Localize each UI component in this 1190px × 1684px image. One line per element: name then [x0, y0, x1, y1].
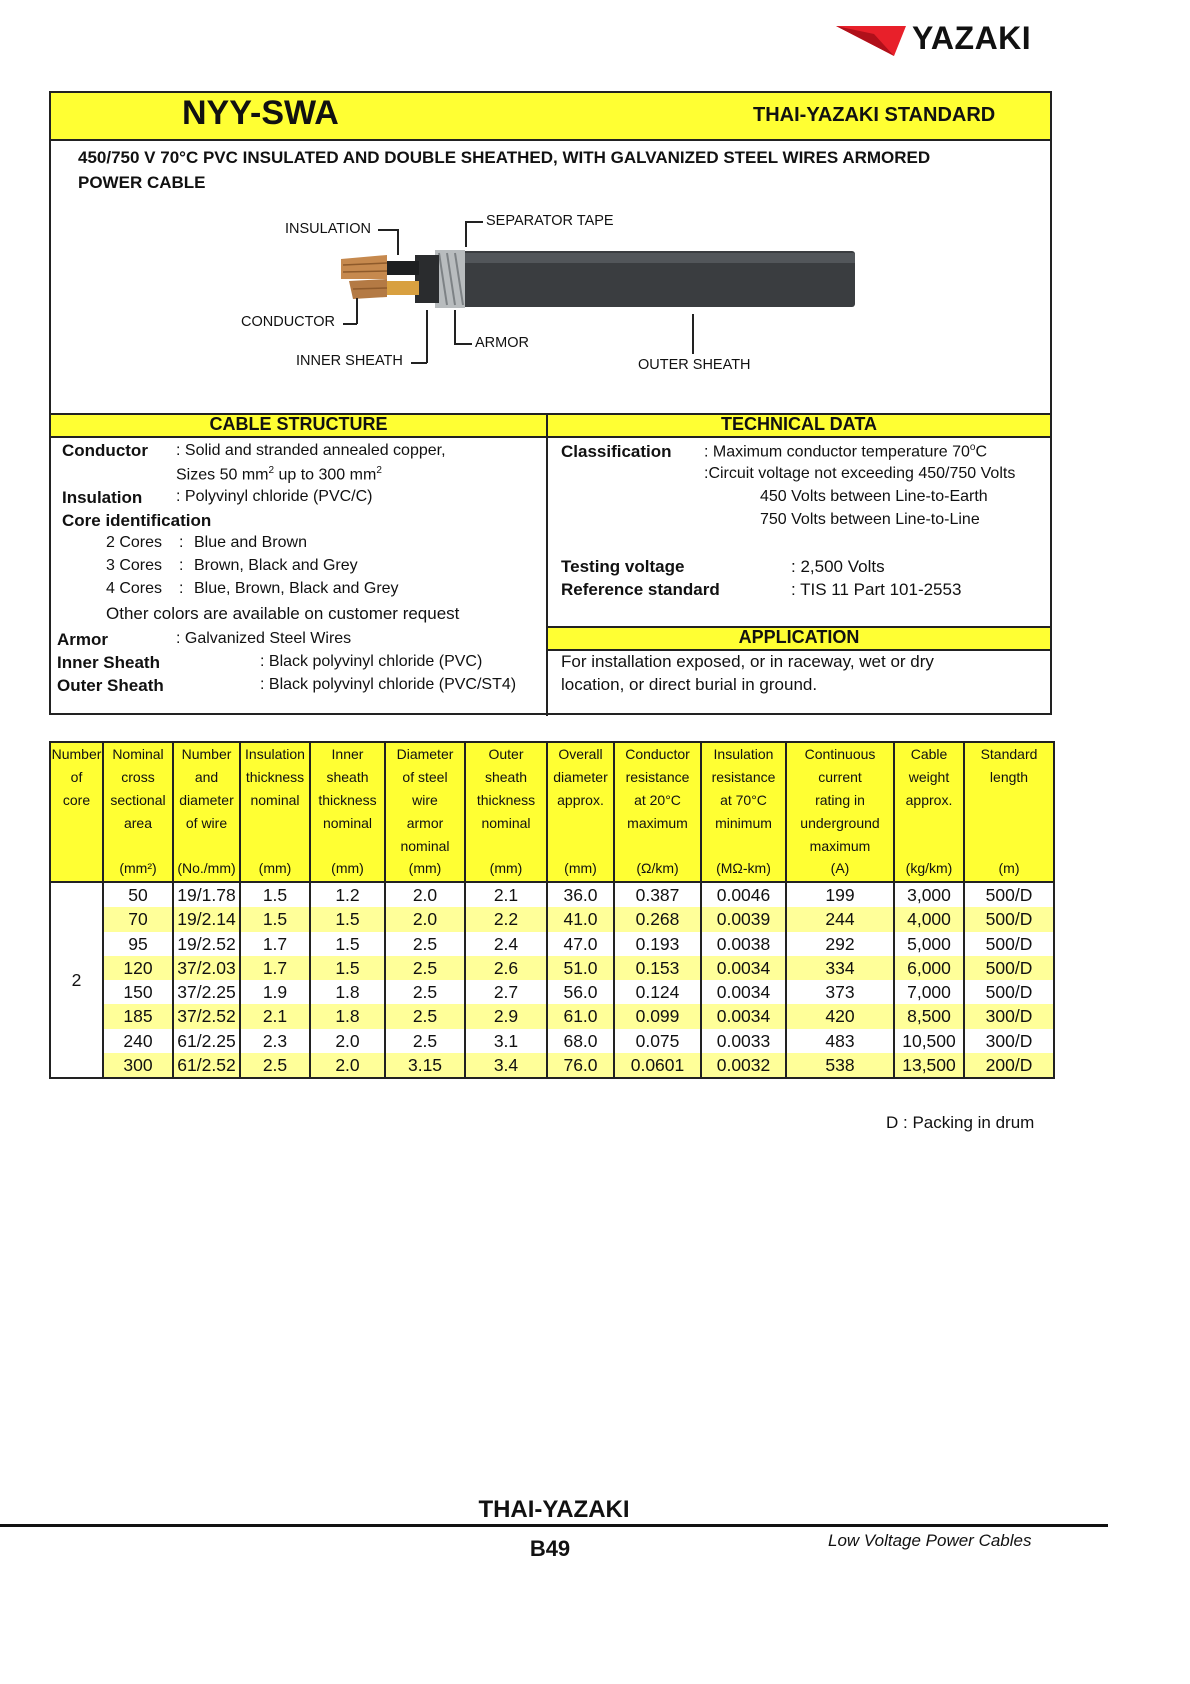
table-row: [50, 956, 1054, 980]
insulation-label: Insulation: [62, 488, 143, 507]
table-cell: 0.153: [614, 956, 701, 980]
column-header-line: approx.: [905, 792, 953, 808]
table-cell: 2.5: [385, 956, 465, 980]
classification-label: Classification: [561, 442, 672, 461]
cable-illustration-icon: [335, 245, 860, 311]
table-cell: 8,500: [894, 1004, 964, 1028]
table-cell: 2.5: [385, 980, 465, 1004]
testing-voltage-value: : 2,500 Volts: [791, 557, 885, 576]
table-cell: 2.1: [465, 882, 547, 907]
column-unit: (A): [830, 860, 850, 876]
table-cell: 0.193: [614, 932, 701, 956]
table-cell: 2.6: [465, 956, 547, 980]
core-4-sep: :: [179, 580, 184, 597]
column-header-line: area: [123, 815, 153, 831]
table-row: [50, 1004, 1054, 1028]
table-row: [50, 932, 1054, 956]
label-outer-sheath: OUTER SHEATH: [638, 357, 751, 373]
table-cell: 13,500: [894, 1053, 964, 1078]
table-cell: 2.1: [240, 1004, 310, 1028]
table-cell: 200/D: [964, 1053, 1054, 1078]
column-header-line: thickness: [318, 792, 377, 808]
table-cell: 37/2.25: [173, 980, 240, 1004]
column-unit: (mm): [564, 860, 597, 876]
table-cell: 2.9: [465, 1004, 547, 1028]
table-cell: 51.0: [547, 956, 614, 980]
column-header-line: of wire: [185, 815, 228, 831]
column-header-line: core: [62, 792, 91, 808]
label-armor: ARMOR: [475, 335, 529, 351]
column-header-line: sectional: [110, 792, 166, 808]
core-3-sep: :: [179, 557, 184, 574]
table-cell: 2.0: [310, 1029, 385, 1053]
packing-note: D : Packing in drum: [886, 1113, 1035, 1132]
column-header-line: and: [194, 769, 219, 785]
column-header-line: Number: [181, 746, 232, 762]
column-unit: (mm): [489, 860, 523, 876]
column-header-line: Insulation: [713, 746, 774, 762]
column-header: [786, 742, 894, 882]
table-cell: 2.5: [385, 1029, 465, 1053]
column-header-line: thickness: [476, 792, 536, 808]
table-cell: 0.0034: [701, 980, 786, 1004]
table-cell: 500/D: [964, 956, 1054, 980]
table-cell: 68.0: [547, 1029, 614, 1053]
table-cell: 2.5: [240, 1053, 310, 1078]
table-cell: 185: [103, 1004, 173, 1028]
table-cell: 300/D: [964, 1004, 1054, 1028]
conductor-value: : Solid and stranded annealed copper,: [176, 442, 446, 459]
column-header-line: Outer: [488, 746, 524, 762]
table-row: [50, 1053, 1054, 1078]
table-row: [50, 980, 1054, 1004]
table-cell: 50: [103, 882, 173, 907]
reference-standard-value: : TIS 11 Part 101-2553: [791, 580, 962, 599]
application-line1: For installation exposed, or in raceway, wet or dry: [561, 652, 934, 671]
table-cell: 37/2.03: [173, 956, 240, 980]
table-cell: 0.099: [614, 1004, 701, 1028]
column-unit: (No./mm): [177, 860, 236, 876]
column-header-line: approx.: [557, 792, 604, 808]
column-header-line: at 20°C: [634, 792, 681, 808]
table-cell: 240: [103, 1029, 173, 1053]
table-row: [50, 1029, 1054, 1053]
column-header-line: diameter: [179, 792, 234, 808]
table-cell: 76.0: [547, 1053, 614, 1078]
column-unit: (Ω/km): [636, 860, 679, 876]
column-header: [50, 742, 103, 882]
column-header-line: Continuous: [804, 746, 876, 762]
core-4-count: 4 Cores: [106, 580, 163, 597]
table-cell: 500/D: [964, 907, 1054, 931]
table-cell: 3,000: [894, 882, 964, 907]
table-cell: 4,000: [894, 907, 964, 931]
table-cell: 3.4: [465, 1053, 547, 1078]
column-header-line: Diameter: [396, 746, 454, 762]
table-cell: 19/2.14: [173, 907, 240, 931]
column-header-line: cross: [121, 769, 155, 785]
table-cell: 10,500: [894, 1029, 964, 1053]
core-3-colors: Brown, Black and Grey: [194, 557, 358, 574]
table-cell: 1.5: [310, 956, 385, 980]
table-cell: 61/2.52: [173, 1053, 240, 1078]
table-cell: 2.7: [465, 980, 547, 1004]
inner-sheath-label: Inner Sheath: [57, 653, 160, 672]
table-row: [50, 882, 1054, 907]
table-cell: 3.1: [465, 1029, 547, 1053]
label-insulation: INSULATION: [285, 221, 371, 237]
table-header-row: [50, 742, 1054, 882]
application-line2: location, or direct burial in ground.: [561, 675, 818, 694]
table-cell: 36.0: [547, 882, 614, 907]
column-unit: (MΩ-km): [716, 860, 771, 876]
table-cell: 0.0046: [701, 882, 786, 907]
table-cell: 1.5: [310, 932, 385, 956]
table-cell: 0.0033: [701, 1029, 786, 1053]
column-unit: (mm): [258, 860, 292, 876]
conductor-label: Conductor: [62, 441, 148, 460]
table-cell: 120: [103, 956, 173, 980]
column-header-line: Standard: [980, 746, 1038, 762]
classification-line-earth: 450 Volts between Line-to-Earth: [760, 488, 988, 505]
table-cell: 292: [786, 932, 894, 956]
table-cell: 500/D: [964, 932, 1054, 956]
table-row: [50, 907, 1054, 931]
column-header-line: nominal: [400, 838, 450, 854]
column-header-line: armor: [406, 815, 444, 831]
label-conductor: CONDUCTOR: [241, 314, 335, 330]
core-2-colors: Blue and Brown: [194, 534, 307, 551]
table-cell: 7,000: [894, 980, 964, 1004]
classification-voltage: :Circuit voltage not exceeding 450/750 Volts: [704, 465, 1016, 482]
other-colors-note: Other colors are available on customer request: [106, 604, 460, 623]
table-cell: 2.3: [240, 1029, 310, 1053]
table-cell: 0.0601: [614, 1053, 701, 1078]
table-cell: 300/D: [964, 1029, 1054, 1053]
column-header-line: sheath: [484, 769, 528, 785]
core-3-count: 3 Cores: [106, 557, 163, 574]
insulation-value: : Polyvinyl chloride (PVC/C): [176, 488, 373, 505]
column-header-line: Cable: [910, 746, 948, 762]
table-cell: 0.387: [614, 882, 701, 907]
table-cell: 500/D: [964, 980, 1054, 1004]
core-4-colors: Blue, Brown, Black and Grey: [194, 580, 399, 597]
column-header-line: wire: [412, 792, 438, 808]
yazaki-logo: [834, 20, 1054, 60]
table-cell: 2.0: [310, 1053, 385, 1078]
column-header-line: Inner: [331, 746, 364, 762]
column-header-line: nominal: [322, 815, 373, 831]
column-header: [701, 742, 786, 882]
table-cell: 2.4: [465, 932, 547, 956]
table-cell: 19/2.52: [173, 932, 240, 956]
footer-category: Low Voltage Power Cables: [828, 1531, 1032, 1550]
description-line1: 450/750 V 70°C PVC INSULATED AND DOUBLE SHEATHED, WITH GALVANIZED STEEL WIRES ARMORED: [78, 148, 931, 167]
column-header-line: maximum: [809, 838, 871, 854]
classification-temp: : Maximum conductor temperature 70$^o$C: [704, 442, 988, 461]
table-cell: 6,000: [894, 956, 964, 980]
table-cell: 2.5: [385, 932, 465, 956]
footer-company: THAI-YAZAKI: [478, 1496, 630, 1523]
table-cell: 538: [786, 1053, 894, 1078]
table-cell: 47.0: [547, 932, 614, 956]
page-number: B49: [529, 1536, 571, 1561]
table-cell: 0.0038: [701, 932, 786, 956]
column-header-line: resistance: [625, 769, 690, 785]
column-header-line: minimum: [715, 815, 772, 831]
table-cell: 0.0032: [701, 1053, 786, 1078]
table-cell: 150: [103, 980, 173, 1004]
core-2-sep: :: [179, 534, 184, 551]
column-header-line: underground: [800, 815, 880, 831]
table-cell: 2.2: [465, 907, 547, 931]
table-cell: 37/2.52: [173, 1004, 240, 1028]
column-unit: (m): [998, 860, 1020, 876]
outer-sheath-label: Outer Sheath: [57, 676, 164, 695]
column-header: [385, 742, 465, 882]
table-cell: 41.0: [547, 907, 614, 931]
table-cell: 1.8: [310, 980, 385, 1004]
table-cell: 1.8: [310, 1004, 385, 1028]
table-cell: 244: [786, 907, 894, 931]
table-cell: 334: [786, 956, 894, 980]
column-header-line: thickness: [245, 769, 305, 785]
table-cell: 5,000: [894, 932, 964, 956]
description-line2: POWER CABLE: [78, 173, 206, 192]
table-cell: 70: [103, 907, 173, 931]
table-cell: 1.5: [310, 907, 385, 931]
conductor-sizes: Sizes 50 $mm^2$ up to 300 $mm^2$: [176, 465, 382, 484]
column-header: [173, 742, 240, 882]
table-cell: 1.5: [240, 882, 310, 907]
column-header-line: sheath: [326, 769, 369, 785]
column-header-line: Insulation: [245, 746, 305, 762]
column-header-line: of: [70, 769, 83, 785]
table-cell: 373: [786, 980, 894, 1004]
column-header-line: maximum: [627, 815, 688, 831]
table-cell: 0.0034: [701, 1004, 786, 1028]
table-cell: 95: [103, 932, 173, 956]
standard-name: THAI-YAZAKI STANDARD: [753, 104, 996, 126]
table-cell: 0.0034: [701, 956, 786, 980]
table-cell: 56.0: [547, 980, 614, 1004]
column-header-line: nominal: [250, 792, 300, 808]
table-cell: 1.2: [310, 882, 385, 907]
table-cell: 199: [786, 882, 894, 907]
column-unit: (mm): [408, 860, 442, 876]
spec-table: [49, 741, 1055, 1079]
technical-data-title: TECHNICAL DATA: [721, 414, 877, 434]
column-header-line: Overall: [558, 746, 603, 762]
column-header: [894, 742, 964, 882]
footer-rule: [0, 1524, 1108, 1527]
outer-sheath-value: : Black polyvinyl chloride (PVC/ST4): [260, 676, 517, 693]
testing-voltage-label: Testing voltage: [561, 557, 685, 576]
column-header-line: of steel: [402, 769, 448, 785]
reference-standard-label: Reference standard: [561, 580, 720, 599]
application-title: APPLICATION: [738, 627, 860, 647]
column-header: [547, 742, 614, 882]
table-cell: 3.15: [385, 1053, 465, 1078]
table-cell: 0.0039: [701, 907, 786, 931]
table-cell: 61/2.25: [173, 1029, 240, 1053]
core-2-count: 2 Cores: [106, 534, 163, 551]
column-header-line: current: [818, 769, 862, 785]
column-header-line: Number: [51, 746, 102, 762]
column-header: [310, 742, 385, 882]
classification-line-line: 750 Volts between Line-to-Line: [760, 511, 980, 528]
logo-swoosh-icon: [834, 20, 914, 60]
column-header: [964, 742, 1054, 882]
column-header: [103, 742, 173, 882]
column-header-line: nominal: [481, 815, 531, 831]
column-header-line: Nominal: [112, 746, 164, 762]
column-unit: (mm²): [119, 860, 157, 876]
column-header: [465, 742, 547, 882]
armor-value: : Galvanized Steel Wires: [176, 630, 352, 647]
column-header-line: rating in: [815, 792, 865, 808]
table-cell: 19/1.78: [173, 882, 240, 907]
column-unit: (mm): [331, 860, 364, 876]
column-unit: (kg/km): [905, 860, 953, 876]
column-header: [240, 742, 310, 882]
table-cell: 1.7: [240, 956, 310, 980]
column-header-line: at 70°C: [720, 792, 767, 808]
table-cell: 300: [103, 1053, 173, 1078]
table-cell: 2.0: [385, 882, 465, 907]
core-identification-label: Core identification: [62, 511, 212, 530]
column-header-line: Conductor: [625, 746, 690, 762]
table-cell: 61.0: [547, 1004, 614, 1028]
table-cell: 500/D: [964, 882, 1054, 907]
product-code: NYY-SWA: [182, 94, 339, 132]
table-cell: 483: [786, 1029, 894, 1053]
table-cell: 2.5: [385, 1004, 465, 1028]
table-cell: 0.075: [614, 1029, 701, 1053]
logo-text: YAZAKI: [912, 20, 1032, 56]
table-cell: 0.124: [614, 980, 701, 1004]
cable-structure-title: CABLE STRUCTURE: [209, 414, 388, 434]
column-header-line: diameter: [553, 769, 608, 785]
column-header-line: resistance: [711, 769, 776, 785]
table-cell: 1.5: [240, 907, 310, 931]
core-count-cell: 2: [50, 882, 103, 1078]
armor-label: Armor: [57, 630, 109, 649]
table-cell: 1.7: [240, 932, 310, 956]
label-separator-tape: SEPARATOR TAPE: [486, 213, 614, 229]
label-inner-sheath: INNER SHEATH: [296, 353, 403, 369]
table-cell: 2.0: [385, 907, 465, 931]
table-cell: 0.268: [614, 907, 701, 931]
table-cell: 420: [786, 1004, 894, 1028]
column-header-line: length: [989, 769, 1029, 785]
column-header-line: weight: [908, 769, 950, 785]
column-header: [614, 742, 701, 882]
inner-sheath-value: : Black polyvinyl chloride (PVC): [260, 653, 483, 670]
table-cell: 1.9: [240, 980, 310, 1004]
